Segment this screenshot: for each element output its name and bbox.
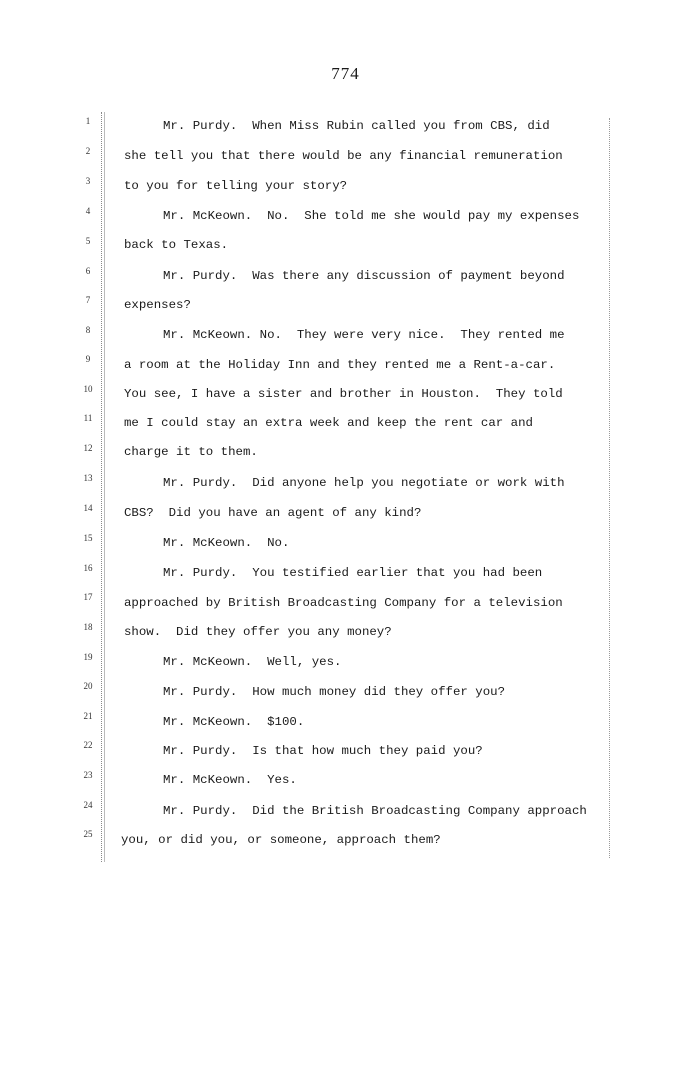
line-number: 18 (83, 622, 93, 632)
transcript-line: Mr. McKeown. $100. (163, 715, 305, 729)
line-number: 10 (83, 384, 93, 394)
transcript-line: Mr. Purdy. When Miss Rubin called you from CBS, did (163, 119, 550, 133)
line-number: 14 (83, 503, 93, 513)
line-number: 3 (85, 176, 91, 186)
line-number: 15 (83, 533, 93, 543)
line-number: 24 (83, 800, 93, 810)
line-number: 9 (85, 354, 91, 364)
line-number: 1 (85, 116, 91, 126)
transcript-line: Mr. Purdy. Was there any discussion of payment beyond (163, 269, 565, 283)
transcript-line: you, or did you, or someone, approach them? (121, 833, 441, 847)
line-number: 12 (83, 443, 93, 453)
line-number: 23 (83, 770, 93, 780)
line-number: 21 (83, 711, 93, 721)
transcript-line: expenses? (124, 298, 191, 312)
line-number: 19 (83, 652, 93, 662)
transcript-line: to you for telling your story? (124, 179, 348, 193)
transcript-line: charge it to them. (124, 445, 258, 459)
left-margin-rule (101, 112, 102, 862)
transcript-line: Mr. McKeown. Well, yes. (163, 655, 342, 669)
line-number: 8 (85, 325, 91, 335)
line-number: 11 (83, 413, 93, 423)
page-number: 774 (331, 64, 360, 83)
transcript-line: Mr. McKeown. No. They were very nice. They rented me (163, 328, 565, 342)
line-number: 13 (83, 473, 93, 483)
line-number: 25 (83, 829, 93, 839)
transcript-line: Mr. Purdy. You testified earlier that you had been (163, 566, 543, 580)
line-number: 6 (85, 266, 91, 276)
line-number: 22 (83, 740, 93, 750)
transcript-line: show. Did they offer you any money? (124, 625, 392, 639)
transcript-line: Mr. McKeown. No. (163, 536, 290, 550)
transcript-line: approached by British Broadcasting Company for a television (124, 596, 563, 610)
transcript-line: You see, I have a sister and brother in Houston. They told (124, 387, 563, 401)
transcript-line: a room at the Holiday Inn and they rented me a Rent-a-car. (124, 358, 556, 372)
line-number: 5 (85, 236, 91, 246)
transcript-line: she tell you that there would be any financial remuneration (124, 149, 563, 163)
transcript-line: Mr. McKeown. Yes. (163, 773, 297, 787)
right-margin-rule (609, 118, 610, 858)
line-number: 7 (85, 295, 91, 305)
transcript-line: Mr. Purdy. Did anyone help you negotiate or work with (163, 476, 565, 490)
transcript-line: Mr. Purdy. How much money did they offer you? (163, 685, 506, 699)
transcript-line: me I could stay an extra week and keep the rent car and (124, 416, 533, 430)
transcript-line: Mr. Purdy. Did the British Broadcasting Company approach (163, 804, 587, 818)
line-number: 17 (83, 592, 93, 602)
transcript-line: CBS? Did you have an agent of any kind? (124, 506, 422, 520)
line-number: 4 (85, 206, 91, 216)
transcript-line: Mr. McKeown. No. She told me she would pay my expenses (163, 209, 580, 223)
line-number: 16 (83, 563, 93, 573)
line-number: 20 (83, 681, 93, 691)
transcript-line: Mr. Purdy. Is that how much they paid you? (163, 744, 483, 758)
line-number: 2 (85, 146, 91, 156)
transcript-line: back to Texas. (124, 238, 229, 252)
left-margin-rule-inner (104, 112, 105, 862)
